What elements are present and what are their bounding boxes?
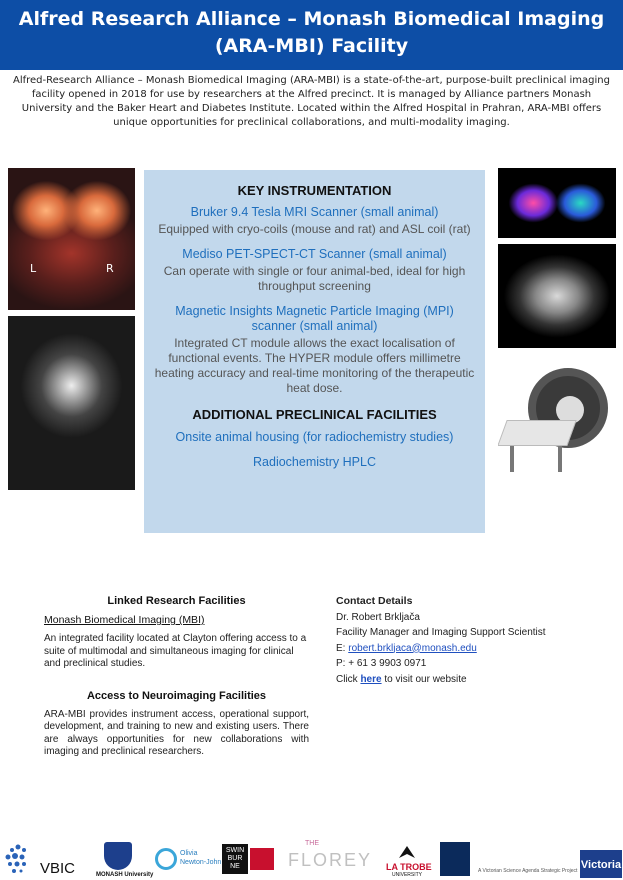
latrobe-bird-icon [397, 844, 417, 862]
monash-logo-text: MONASH University [96, 872, 154, 878]
instrument-name: Mediso PET-SPECT-CT Scanner (small animal) [182, 247, 447, 261]
scanner-leg [510, 446, 514, 472]
website-row [336, 672, 596, 688]
neuroimaging-heading: Access to Neuroimaging Facilities [86, 689, 267, 702]
key-instrumentation-box [144, 170, 485, 533]
brain-slice-image [498, 244, 616, 348]
website-suffix: to visit our website [381, 673, 467, 685]
vbic-dots-icon [2, 842, 40, 878]
contact-heading: Contact Details [336, 595, 413, 607]
vbic-logo-text: VBIC [40, 860, 76, 877]
brain-mri-image [8, 316, 135, 490]
click-text: Click [336, 673, 361, 685]
mbi-description: An integrated facility located at Clayton offering access to a suite of multimodal and simultaneous imaging for clinical and preclinical studies. [44, 633, 307, 669]
facility-item: Radiochemistry HPLC [253, 455, 376, 469]
monash-shield-icon [104, 842, 132, 870]
latrobe-sub-text: UNIVERSITY [392, 872, 423, 878]
scanner-leg [558, 446, 562, 472]
contact-phone: P: + 61 3 9903 0971 [336, 658, 427, 669]
scanner-photo [498, 360, 616, 478]
contact-section [336, 594, 596, 687]
latrobe-logo-text: LA TROBE [386, 862, 432, 872]
olivia-line2: Newton-John [180, 859, 222, 866]
website-link[interactable]: here [360, 673, 382, 685]
victoria-gov-logo: Victoria [580, 850, 622, 878]
mri-label-left: L [30, 262, 37, 275]
instrument-description: Can operate with single or four animal-bed, ideal for high throughput screening [163, 264, 466, 293]
brain-pet-mri-image [8, 168, 135, 310]
olivia-line1: Olivia [180, 850, 198, 857]
linked-facilities-heading: Linked Research Facilities [107, 595, 246, 607]
email-prefix: E: [336, 642, 349, 654]
additional-facilities-heading: ADDITIONAL PRECLINICAL FACILITIES [192, 407, 437, 422]
olivia-ring-icon [155, 848, 177, 870]
swinburne-logo: SWIN BUR NE [222, 844, 248, 874]
key-instrumentation-heading: KEY INSTRUMENTATION [237, 183, 392, 198]
neuroimaging-description: ARA-MBI provides instrument access, operational support, development, and training to new and existing users. There are always opportunities for new collaborations with imaging and preclinical researchers. [44, 708, 309, 757]
florey-the-text: THE [305, 840, 319, 847]
melbourne-uni-logo [440, 842, 470, 876]
mbi-link[interactable]: Monash Biomedical Imaging (MBI) [44, 614, 205, 626]
instrument-description: Integrated CT module allows the exact localisation of functional events. The HYPER module offers millimetre heating accuracy and real-time monitoring of the therapeutic heat dose. [154, 336, 475, 395]
scanner-bed [498, 420, 577, 446]
facility-item: Onsite animal housing (for radiochemistry studies) [175, 430, 454, 444]
mri-label-right: R [106, 262, 114, 275]
victorian-science-text: A Victorian Science Agenda Strategic Project [478, 868, 578, 874]
partner-logos [0, 838, 623, 880]
instrument-description: Equipped with cryo-coils (mouse and rat) and ASL coil (rat) [158, 222, 471, 236]
page-header [0, 0, 623, 70]
email-link[interactable]: robert.brkljaca@monash.edu [348, 642, 477, 654]
contact-name: Dr. Robert Brkljača [336, 611, 420, 623]
linked-facilities-section [44, 594, 309, 759]
contact-email-row [336, 641, 596, 657]
olivia-logo-text [180, 849, 221, 867]
brain-tractography-image [498, 168, 616, 238]
contact-role: Facility Manager and Imaging Support Scientist [336, 627, 546, 638]
title-line-1: Alfred Research Alliance – Monash Biomedical Imaging [18, 8, 605, 30]
instrument-name: Magnetic Insights Magnetic Particle Imaging (MPI) scanner (small animal) [175, 304, 454, 333]
intro-paragraph: Alfred-Research Alliance – Monash Biomedical Imaging (ARA-MBI) is a state-of-the-art, purpose-built preclinical imaging facility opened in 2018 for use by researchers at the Alfred precinct. It is managed by Alliance partners Monash University and the Baker Heart and Diabetes Institute. Located within the Alfred Hospital in Prahran, ARA-MBI offers unique opportunities for preclinical collaborations, and multi-modality imaging. [13, 75, 610, 128]
florey-logo-text: FLOREY [288, 850, 373, 870]
swinburne-red-block [250, 848, 274, 870]
title-line-2: (ARA-MBI) Facility [214, 35, 409, 57]
instrument-name: Bruker 9.4 Tesla MRI Scanner (small animal) [190, 205, 439, 219]
